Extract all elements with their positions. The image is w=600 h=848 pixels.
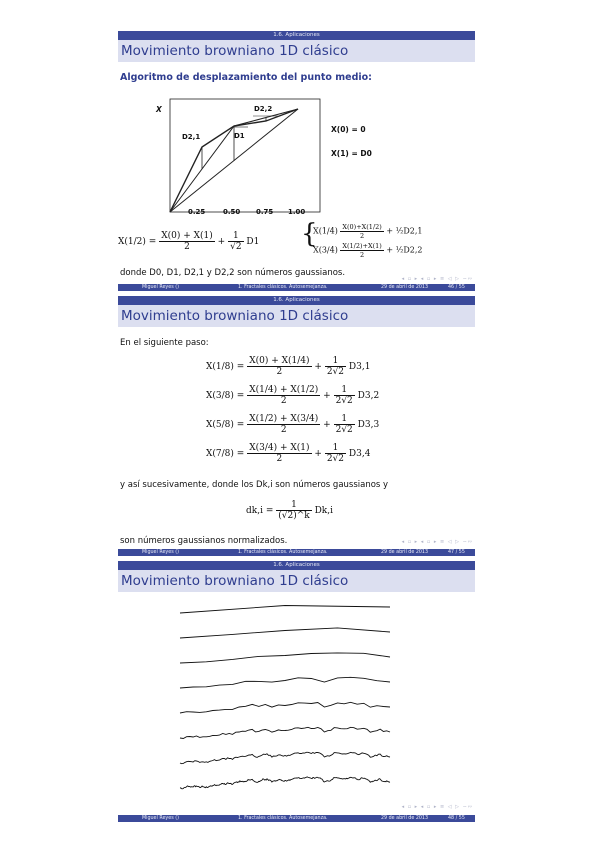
brownian-path-7 (180, 752, 390, 763)
graph-frame (170, 99, 320, 212)
condition-x1: X(1) = D0 (331, 149, 372, 158)
footer-topic: 1. Fractales clásicos. Autosemejanza. (238, 550, 328, 555)
slide-1 (118, 31, 475, 293)
midpoint-formula (118, 231, 259, 252)
brownian-path-2 (180, 628, 390, 638)
tick-075: 0.75 (256, 208, 274, 216)
footnote-text: donde D0, D1, D2,1 y D2,2 son números gaussianos. (120, 268, 346, 278)
step-row-2: X(3/8) = $\frac{X(1/4) + X(1/2)}{2}$ + $\frac{1}{2√2}$ D3,2 (206, 385, 380, 406)
footer-date: 29 de abril de 2013 (381, 816, 429, 821)
brownian-path-8 (180, 777, 390, 789)
section-bar: 1.6. Aplicaciones (118, 296, 475, 305)
footer-date: 29 de abril de 2013 (381, 285, 429, 290)
tick-100: 1.00 (288, 208, 306, 216)
formula-plus: + (217, 237, 226, 247)
brownian-path-6 (180, 727, 390, 738)
label-d22: D2,2 (254, 105, 273, 113)
brace-row-1: X(1/4) $\frac{X(0)+X(1/2)}{2}$ + ½D2,1 (313, 223, 423, 240)
tick-025: 0.25 (188, 208, 206, 216)
footer-topic: 1. Fractales clásicos. Autosemejanza. (238, 285, 328, 290)
step-row-4: X(7/8) = $\frac{X(3/4) + X(1)}{2}$ + $\frac{1}{2√2}$ D3,4 (206, 443, 371, 464)
footer-page: 48 / 55 (448, 816, 465, 821)
brownian-path-3 (180, 653, 390, 663)
footer-page: 47 / 55 (448, 550, 465, 555)
step-row-3: X(5/8) = $\frac{X(1/2) + X(3/4)}{2}$ + $\frac{1}{2√2}$ D3,3 (206, 414, 380, 435)
footer-page: 46 / 55 (448, 285, 465, 290)
label-d21: D2,1 (182, 133, 201, 141)
x-axis-label: X (156, 105, 162, 114)
footer-date: 29 de abril de 2013 (381, 550, 429, 555)
closing-text: son números gaussianos normalizados. (120, 536, 288, 546)
brownian-path-5 (180, 702, 390, 713)
algorithm-heading: Algoritmo de desplazamiento del punto medio: (120, 72, 372, 83)
slide-footer (118, 284, 475, 291)
label-d1: D1 (234, 132, 245, 140)
formula-lhs: X(1/2) = (118, 237, 157, 247)
slide-title: Movimiento browniano 1D clásico (118, 570, 475, 592)
sentence-text: y así sucesivamente, donde los Dk,i son números gaussianos y (120, 480, 389, 490)
midpoint-graph (170, 99, 360, 219)
brownian-path-4 (180, 677, 390, 688)
slide-3 (118, 561, 475, 825)
footer-topic: 1. Fractales clásicos. Autosemejanza. (238, 816, 328, 821)
nav-controls[interactable]: ◂ ▫ ▸ ◂ ▫ ▸ ≡ ◁ ▷ ∽∾ (401, 276, 473, 282)
definition-formula: dk,i = $\frac{1}{(√2)\^{}k}$ Dk,i (246, 500, 334, 521)
footer-author: Miguel Reyes () (142, 816, 179, 821)
step-row-1: X(1/8) = $\frac{X(0) + X(1/4)}{2}$ + $\frac{1}{2√2}$ D3,1 (206, 356, 371, 377)
brace-row-2: X(3/4) $\frac{X(1/2)+X(1)}{2}$ + ½D2,2 (313, 242, 423, 259)
formula-coef: $\frac{1}{√2}$ (230, 231, 242, 252)
footer-author: Miguel Reyes () (142, 550, 179, 555)
slide-2 (118, 296, 475, 558)
slide-footer (118, 815, 475, 822)
tick-050: 0.50 (223, 208, 241, 216)
slide-footer (118, 549, 475, 556)
nav-controls[interactable]: ◂ ▫ ▸ ◂ ▫ ▸ ≡ ◁ ▷ ∽∾ (401, 539, 473, 545)
nav-controls[interactable]: ◂ ▫ ▸ ◂ ▫ ▸ ≡ ◁ ▷ ∽∾ (401, 804, 473, 810)
brownian-path-1 (180, 606, 390, 614)
formula-tail: D1 (246, 237, 260, 247)
brownian-paths (180, 605, 400, 815)
slide-title: Movimiento browniano 1D clásico (118, 305, 475, 327)
slide-title: Movimiento browniano 1D clásico (118, 40, 475, 62)
section-bar: 1.6. Aplicaciones (118, 31, 475, 40)
formula-fraction: $\frac{X(0) + X(1)}{2}$ (161, 231, 213, 252)
intro-text: En el siguiente paso: (120, 338, 209, 348)
section-bar: 1.6. Aplicaciones (118, 561, 475, 570)
footer-author: Miguel Reyes () (142, 285, 179, 290)
brace-symbol: { (301, 219, 318, 249)
condition-x0: X(0) = 0 (331, 125, 366, 134)
